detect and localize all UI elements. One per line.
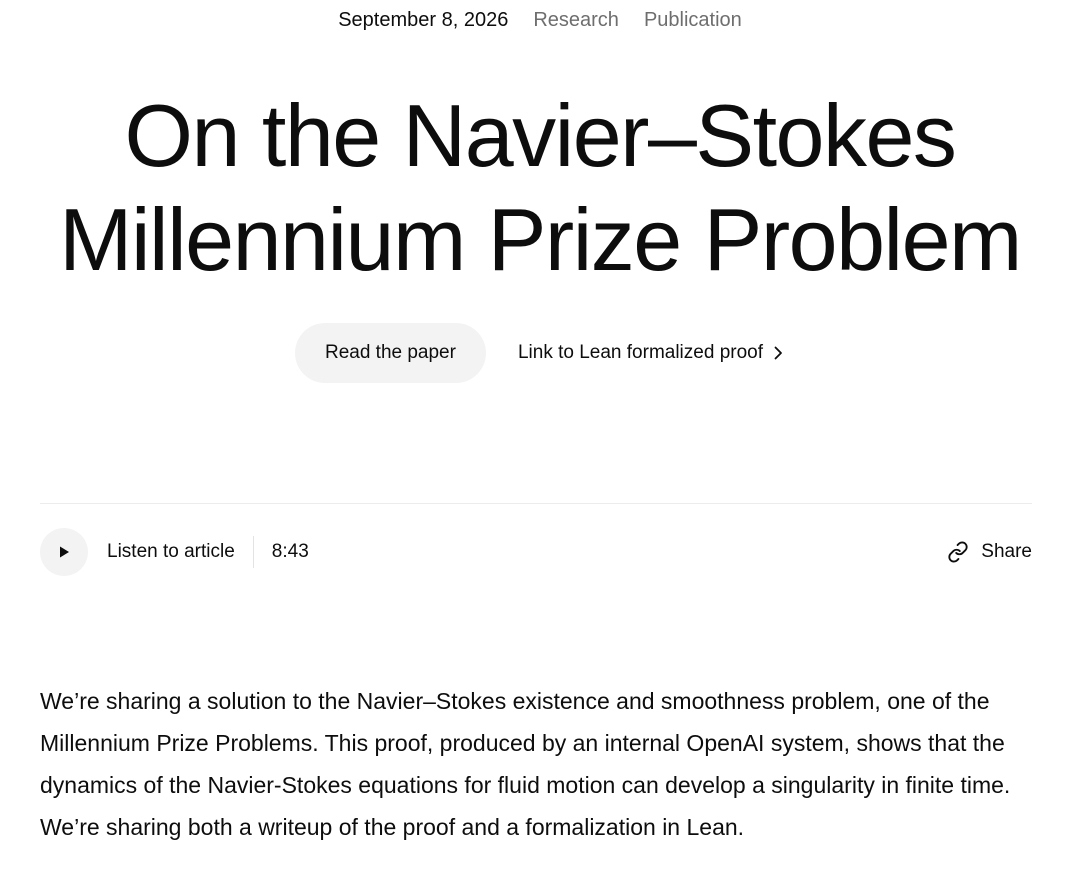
- page-title-line-1: On the Navier–Stokes: [124, 86, 956, 185]
- section-divider: [40, 503, 1032, 504]
- audio-divider: [253, 536, 254, 568]
- lean-proof-link[interactable]: [518, 342, 785, 364]
- link-icon: [947, 541, 969, 563]
- play-button[interactable]: [40, 528, 88, 576]
- share-button[interactable]: [947, 541, 1032, 563]
- chevron-right-icon: [771, 346, 785, 360]
- article-meta: [0, 6, 1080, 34]
- page-title-line-2: Millennium Prize Problem: [59, 190, 1021, 289]
- audio-duration: 8:43: [271, 541, 309, 562]
- publish-date: September 8, 2026: [338, 9, 509, 31]
- page-title: [0, 84, 1080, 292]
- lean-proof-link-label: Link to Lean formalized proof: [517, 342, 764, 363]
- tag-research[interactable]: Research: [533, 9, 619, 31]
- cta-row: [0, 323, 1080, 383]
- intro-paragraph: We’re sharing a solution to the Navier–Stokes existence and smoothness problem, one of the Millennium Prize Problems. This proof, produced by an internal OpenAI system, shows that the dynamics of the Navier-Stokes equations for fluid motion can develop a singularity in finite time. We’re sharing both a writeup of the proof and a formalization in Lean.: [40, 688, 1011, 840]
- audio-player: [40, 528, 1032, 576]
- play-icon: [57, 545, 71, 559]
- listen-label[interactable]: Listen to article: [107, 541, 235, 562]
- tag-publication[interactable]: Publication: [643, 9, 742, 31]
- read-paper-button[interactable]: Read the paper: [295, 323, 486, 383]
- share-label: Share: [981, 541, 1032, 562]
